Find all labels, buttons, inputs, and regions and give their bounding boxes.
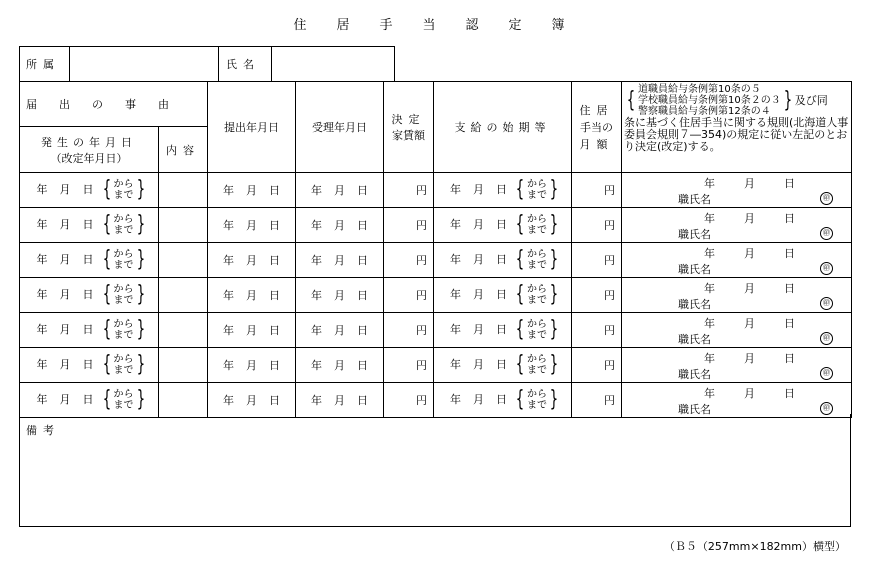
content-cell[interactable]: [159, 173, 208, 208]
date-ymd[interactable]: 年 月 日: [311, 219, 368, 232]
from-to-brace: { から まで }: [102, 177, 145, 202]
date-ymd[interactable]: 年 月 日: [223, 324, 280, 337]
col-monthly-allowance: 住居 手当の 月額: [572, 82, 622, 173]
col-submitted-date: 提出年月日: [208, 82, 296, 173]
remarks-box[interactable]: [19, 414, 851, 527]
col-occurrence-date: 発生の年月日 （改定年月日）: [20, 127, 159, 173]
seal-icon: ㊞: [820, 367, 833, 380]
content-cell[interactable]: [159, 278, 208, 313]
official-name-label: 職氏名: [678, 367, 711, 381]
content-cell[interactable]: [159, 313, 208, 348]
date-ymd[interactable]: 年 月 日: [311, 359, 368, 372]
date-ymd[interactable]: 年 月 日: [223, 184, 280, 197]
table-row: [20, 348, 852, 383]
monthly-allowance-cell[interactable]: 円: [572, 173, 622, 208]
occurrence-date-cell[interactable]: [20, 348, 159, 383]
decided-rent-cell[interactable]: 円: [384, 208, 434, 243]
date-ymd[interactable]: 年 月 日: [223, 359, 280, 372]
decision-signature-cell[interactable]: [622, 173, 852, 208]
date-ymd[interactable]: 年 月 日: [450, 358, 507, 371]
received-date-cell[interactable]: [296, 208, 384, 243]
date-ymd[interactable]: 年 月 日: [311, 184, 368, 197]
date-ymd[interactable]: 年 月 日: [36, 183, 94, 196]
submitted-date-cell[interactable]: [208, 243, 296, 278]
payment-period-cell[interactable]: [434, 173, 572, 208]
seal-icon: ㊞: [820, 262, 833, 275]
affiliation-field[interactable]: [69, 46, 219, 81]
date-ymd[interactable]: 年 月 日: [36, 358, 94, 371]
payment-period-cell[interactable]: [434, 383, 572, 418]
monthly-allowance-cell[interactable]: 円: [572, 348, 622, 383]
decision-date: 年 月 日: [704, 351, 795, 365]
from-to-brace: { から まで }: [515, 247, 559, 272]
official-name-label: 職氏名: [678, 332, 711, 346]
payment-period-cell[interactable]: [434, 278, 572, 313]
col-notification-reason: 届出の事由: [20, 82, 208, 127]
monthly-allowance-cell[interactable]: 円: [572, 313, 622, 348]
footer-note: （Ｂ５（257mm×182mm）横型）: [663, 540, 846, 553]
official-name-label: 職氏名: [678, 402, 711, 416]
from-to-brace: { から まで }: [102, 212, 145, 237]
date-ymd[interactable]: 年 月 日: [450, 393, 507, 406]
decision-date: 年 月 日: [704, 176, 795, 190]
table-row: [20, 383, 852, 418]
decided-rent-cell[interactable]: 円: [384, 348, 434, 383]
seal-icon: ㊞: [820, 332, 833, 345]
decided-rent-cell[interactable]: 円: [384, 313, 434, 348]
monthly-allowance-cell[interactable]: 円: [572, 383, 622, 418]
received-date-cell[interactable]: [296, 383, 384, 418]
occurrence-date-cell[interactable]: [20, 243, 159, 278]
received-date-cell[interactable]: [296, 243, 384, 278]
date-ymd[interactable]: 年 月 日: [311, 254, 368, 267]
occurrence-date-cell[interactable]: [20, 383, 159, 418]
occurrence-date-cell[interactable]: [20, 278, 159, 313]
payment-period-cell[interactable]: [434, 208, 572, 243]
decision-date: 年 月 日: [704, 316, 795, 330]
submitted-date-cell[interactable]: [208, 313, 296, 348]
date-ymd[interactable]: 年 月 日: [36, 393, 94, 406]
from-to-brace: { から まで }: [515, 317, 559, 342]
date-ymd[interactable]: 年 月 日: [223, 219, 280, 232]
from-to-brace: { から まで }: [102, 352, 145, 377]
table-row: [20, 208, 852, 243]
submitted-date-cell[interactable]: [208, 278, 296, 313]
occurrence-date-cell[interactable]: [20, 173, 159, 208]
col-decided-rent: 決定 家賃額: [384, 82, 434, 173]
monthly-allowance-cell[interactable]: 円: [572, 243, 622, 278]
decision-signature-cell[interactable]: [622, 383, 852, 418]
col-content: 内容: [159, 127, 208, 173]
decided-rent-cell[interactable]: 円: [384, 383, 434, 418]
date-ymd[interactable]: 年 月 日: [223, 289, 280, 302]
content-cell[interactable]: [159, 208, 208, 243]
monthly-allowance-cell[interactable]: 円: [572, 208, 622, 243]
date-ymd[interactable]: 年 月 日: [450, 288, 507, 301]
from-to-brace: { から まで }: [102, 317, 145, 342]
from-to-brace: { から まで }: [102, 247, 145, 272]
decision-date: 年 月 日: [704, 246, 795, 260]
date-ymd[interactable]: 年 月 日: [36, 253, 94, 266]
payment-period-cell[interactable]: [434, 243, 572, 278]
decision-date: 年 月 日: [704, 211, 795, 225]
date-ymd[interactable]: 年 月 日: [311, 394, 368, 407]
date-ymd[interactable]: 年 月 日: [450, 218, 507, 231]
decision-signature-cell[interactable]: [622, 278, 852, 313]
col-payment-period: 支給の始期等: [434, 82, 572, 173]
table-row: [20, 243, 852, 278]
received-date-cell[interactable]: [296, 278, 384, 313]
decision-signature-cell[interactable]: [622, 348, 852, 383]
date-ymd[interactable]: 年 月 日: [223, 394, 280, 407]
official-name-label: 職氏名: [678, 262, 711, 276]
from-to-brace: { から まで }: [515, 282, 559, 307]
content-cell[interactable]: [159, 243, 208, 278]
date-ymd[interactable]: 年 月 日: [450, 253, 507, 266]
decided-rent-cell[interactable]: 円: [384, 243, 434, 278]
from-to-brace: { から まで }: [515, 212, 559, 237]
decision-date: 年 月 日: [704, 386, 795, 400]
decision-signature-cell[interactable]: [622, 243, 852, 278]
content-cell[interactable]: [159, 348, 208, 383]
from-to-brace: { から まで }: [102, 282, 145, 307]
remarks-label: 備考: [26, 424, 60, 437]
table-row: [20, 278, 852, 313]
decision-signature-cell[interactable]: [622, 208, 852, 243]
decision-signature-cell[interactable]: [622, 313, 852, 348]
from-to-brace: { から まで }: [515, 177, 559, 202]
page-title: 住居手当認定簿: [293, 18, 595, 33]
date-ymd[interactable]: 年 月 日: [36, 218, 94, 231]
payment-period-cell[interactable]: [434, 313, 572, 348]
from-to-brace: { から まで }: [515, 387, 559, 412]
official-name-label: 職氏名: [678, 227, 711, 241]
submitted-date-cell[interactable]: [208, 208, 296, 243]
date-ymd[interactable]: 年 月 日: [450, 183, 507, 196]
submitted-date-cell[interactable]: [208, 348, 296, 383]
seal-icon: ㊞: [820, 227, 833, 240]
from-to-brace: { から まで }: [515, 352, 559, 377]
seal-icon: ㊞: [820, 402, 833, 415]
certification-table: [19, 81, 852, 418]
table-row: [20, 173, 852, 208]
monthly-allowance-cell[interactable]: 円: [572, 278, 622, 313]
submitted-date-cell[interactable]: [208, 173, 296, 208]
date-ymd[interactable]: 年 月 日: [223, 254, 280, 267]
date-ymd[interactable]: 年 月 日: [36, 288, 94, 301]
name-label: 氏名: [226, 58, 260, 71]
table-row: [20, 313, 852, 348]
date-ymd[interactable]: 年 月 日: [311, 289, 368, 302]
received-date-cell[interactable]: [296, 348, 384, 383]
official-name-label: 職氏名: [678, 192, 711, 206]
submitted-date-cell[interactable]: [208, 383, 296, 418]
date-ymd[interactable]: 年 月 日: [311, 324, 368, 337]
name-field[interactable]: [271, 46, 395, 81]
from-to-brace: { から まで }: [102, 387, 145, 412]
seal-icon: ㊞: [820, 297, 833, 310]
decided-rent-cell[interactable]: 円: [384, 173, 434, 208]
col-regulation-text: { 道職員給与条例第10条の５ 学校職員給与条例第10条２の３ 警察職員給与条例第12条の４ } 及び同 条に基づく住居手当に関する規則(北海道人事委員会規則７―354)の規定に従い左記のとおり決定(改定)する。: [622, 82, 852, 173]
decision-date: 年 月 日: [704, 281, 795, 295]
content-cell[interactable]: [159, 383, 208, 418]
received-date-cell[interactable]: [296, 173, 384, 208]
occurrence-date-cell[interactable]: [20, 208, 159, 243]
date-ymd[interactable]: 年 月 日: [450, 323, 507, 336]
official-name-label: 職氏名: [678, 297, 711, 311]
occurrence-date-cell[interactable]: [20, 313, 159, 348]
received-date-cell[interactable]: [296, 313, 384, 348]
col-received-date: 受理年月日: [296, 82, 384, 173]
payment-period-cell[interactable]: [434, 348, 572, 383]
affiliation-label: 所属: [26, 58, 60, 71]
decided-rent-cell[interactable]: 円: [384, 278, 434, 313]
seal-icon: ㊞: [820, 192, 833, 205]
date-ymd[interactable]: 年 月 日: [36, 323, 94, 336]
